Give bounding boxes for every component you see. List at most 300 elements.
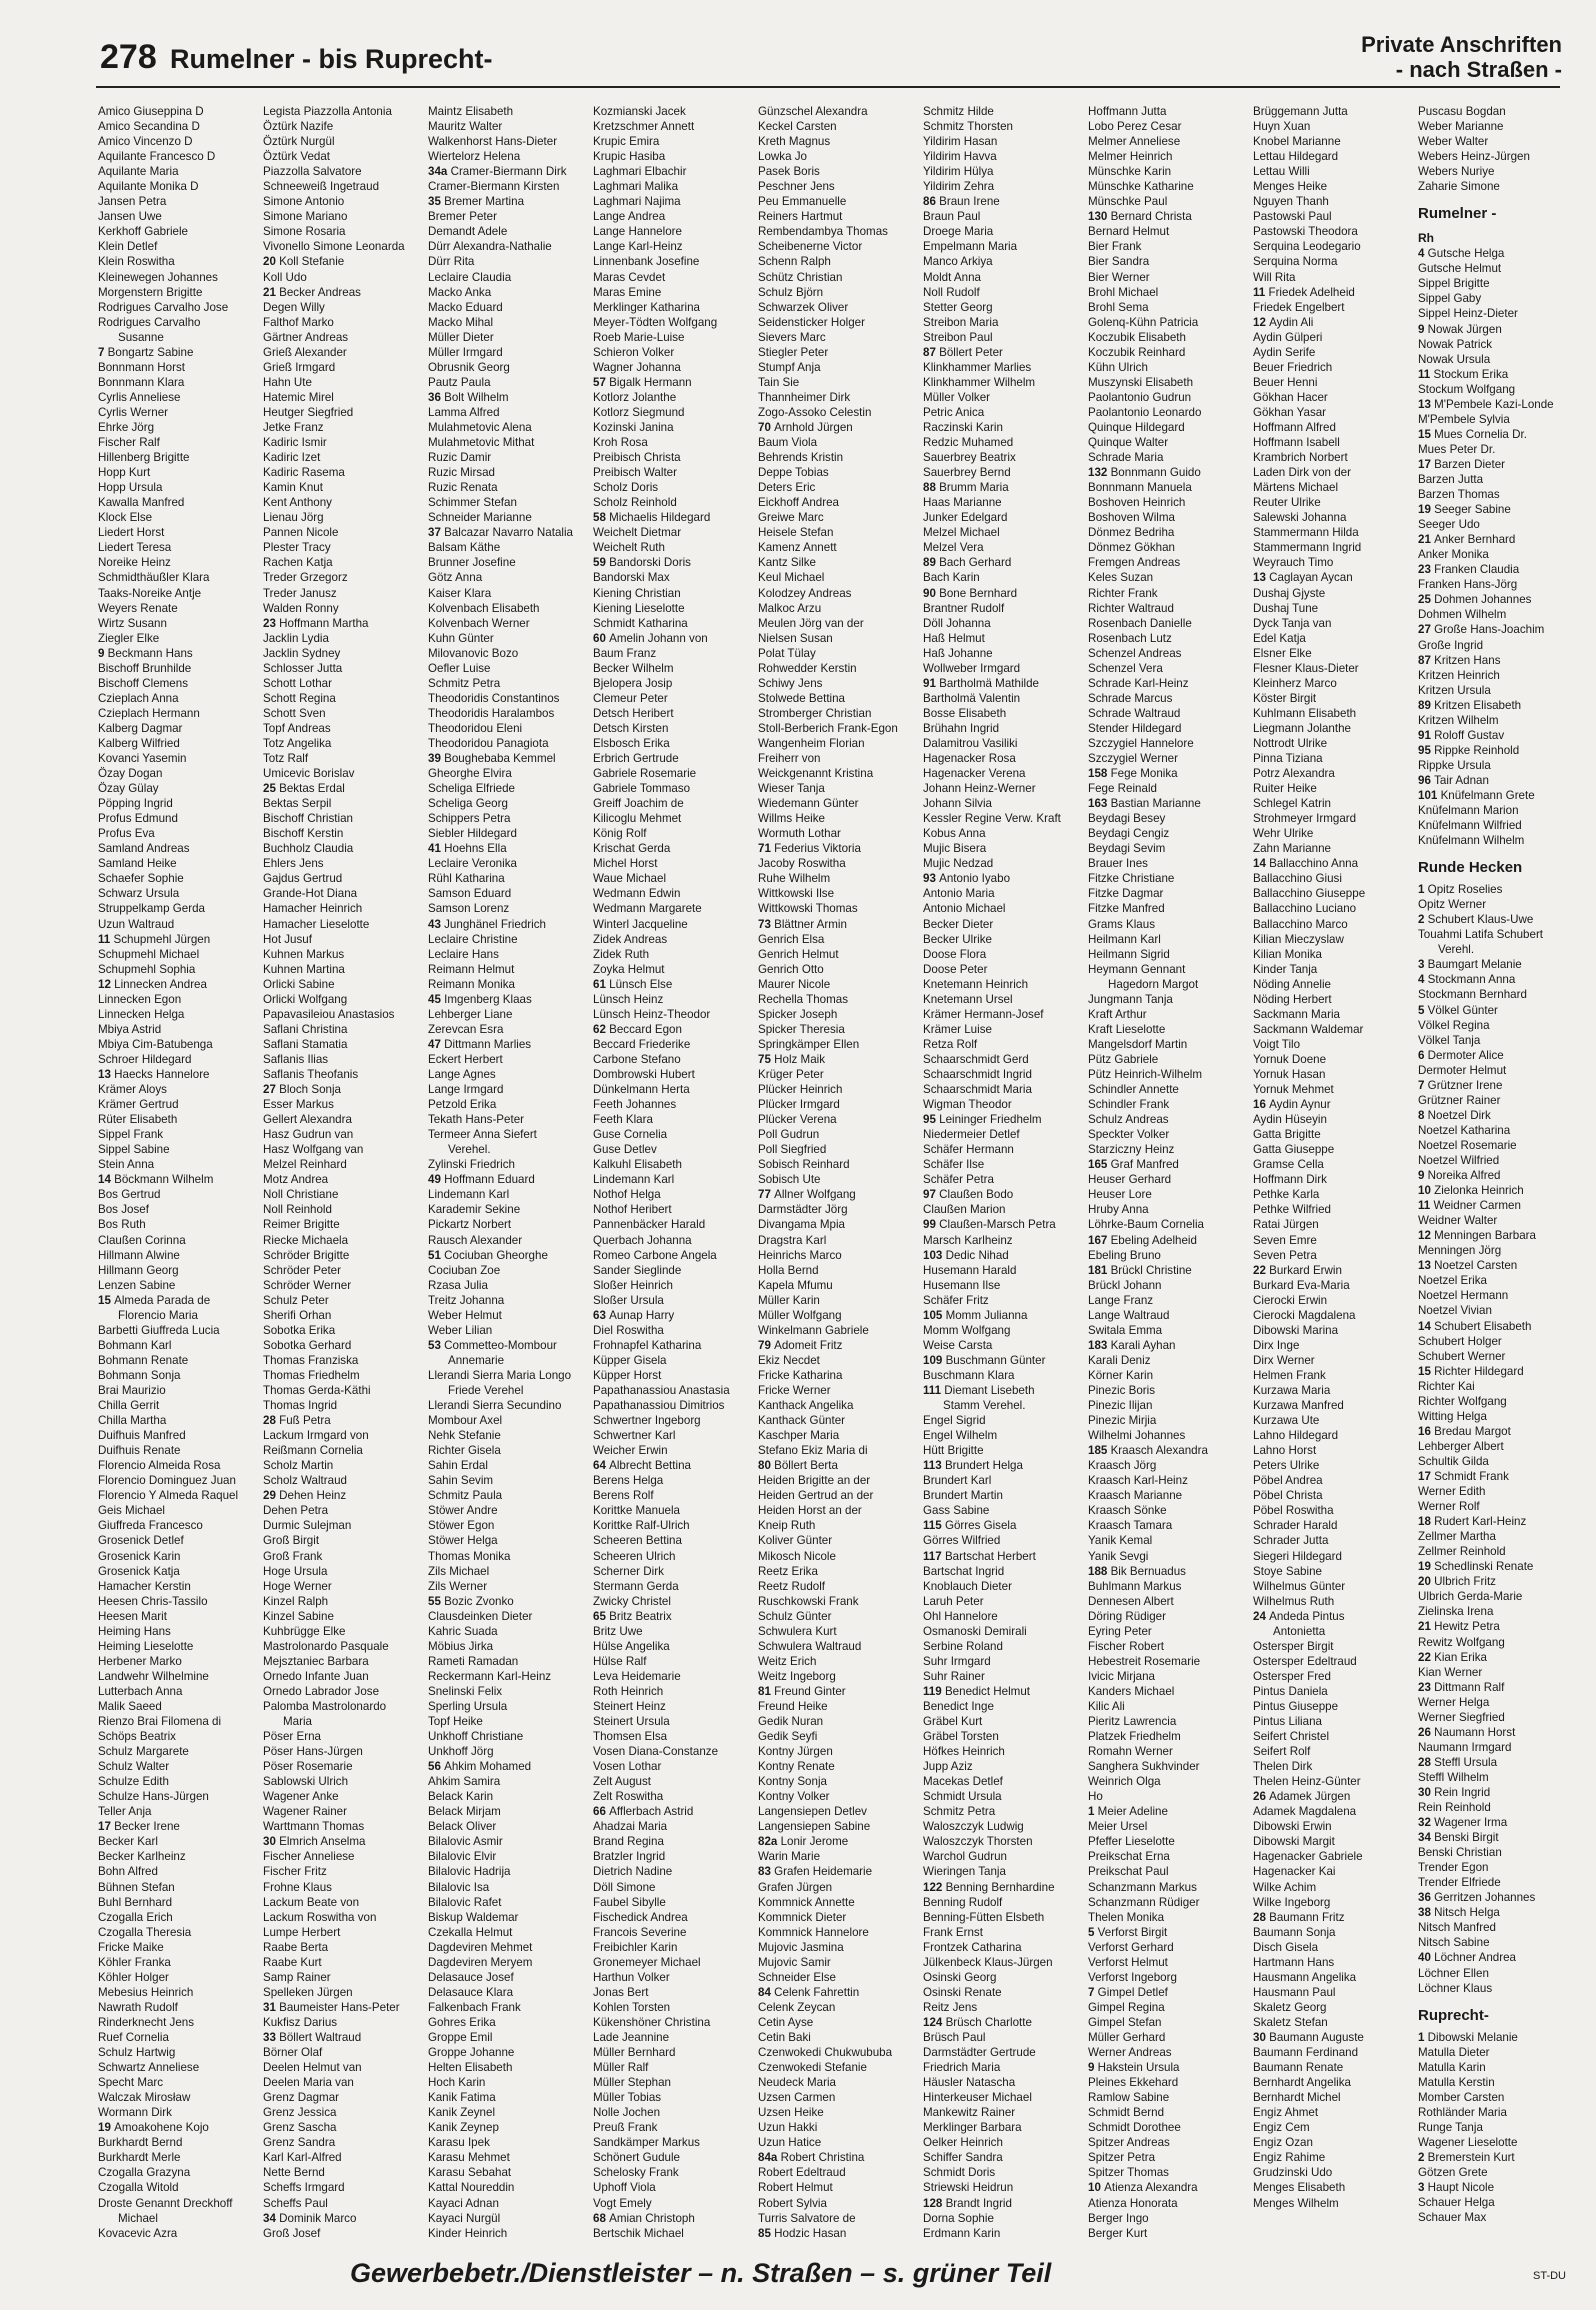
resident-entry: Schauer Helga <box>1418 2196 1495 2210</box>
resident-entry: Hasz Wolfgang van <box>263 1143 364 1157</box>
resident-entry: Schrade Maria <box>1088 451 1164 465</box>
resident-entry: Özay Dogan <box>98 767 163 781</box>
resident-entry: Lenzen Sabine <box>98 1278 176 1292</box>
resident-entry: Gräbel Torsten <box>923 1730 999 1744</box>
house-number: 11 <box>1418 1199 1434 1213</box>
resident-entry: Menges Heike <box>1253 180 1328 194</box>
resident-entry: 113 Brundert Helga <box>923 1459 1023 1473</box>
resident-entry: Stockum Wolfgang <box>1418 382 1516 396</box>
resident-entry: 20 Koll Stefanie <box>263 255 345 269</box>
resident-entry: Grosenick Katja <box>98 1564 180 1578</box>
resident-entry: Baumann Sonja <box>1253 1925 1336 1939</box>
resident-entry: Boshoven Wilma <box>1088 511 1175 525</box>
resident-entry: Lange Hannelore <box>593 225 682 239</box>
resident-entry: Querbach Johanna <box>593 1233 692 1247</box>
resident-entry: Rewitz Wolfgang <box>1418 1635 1505 1649</box>
house-number: 66 <box>593 1805 610 1819</box>
resident-entry: Kinzel Sabine <box>263 1609 334 1623</box>
resident-entry: Czogalla Theresia <box>98 1925 192 1939</box>
resident-entry: Mauritz Walter <box>428 120 503 134</box>
house-number: 77 <box>758 1188 775 1202</box>
resident-entry: Löchner Ellen <box>1418 1966 1489 1980</box>
resident-entry: Wittkowski Ilse <box>758 887 835 901</box>
resident-entry: Speckter Volker <box>1088 1128 1170 1142</box>
resident-entry: 37 Balcazar Navarro Natalia <box>428 526 573 540</box>
resident-entry: Zellmer Martha <box>1418 1530 1496 1544</box>
resident-entry: Bilalovic Elvir <box>428 1850 497 1864</box>
resident-entry: Schwarzek Oliver <box>758 300 849 314</box>
resident-entry: Keles Suzan <box>1088 571 1154 585</box>
resident-entry: Cierocki Magdalena <box>1253 1308 1356 1322</box>
resident-entry: Schütz Christian <box>758 270 843 284</box>
resident-entry: Thannheimer Dirk <box>758 390 851 404</box>
resident-entry: Nielsen Susan <box>758 631 833 645</box>
resident-entry: Kovanci Yasemin <box>98 752 187 766</box>
resident-entry: Lackum Irmgard von <box>263 1429 369 1443</box>
resident-entry: Heuser Lore <box>1088 1188 1152 1202</box>
resident-entry: Brüggemann Jutta <box>1253 105 1348 118</box>
resident-entry: 22 Burkard Erwin <box>1253 1263 1342 1277</box>
resident-entry: Gärtner Andreas <box>263 330 349 344</box>
resident-entry: Nottrodt Ulrike <box>1253 736 1328 750</box>
resident-entry: 13 M'Pembele Kazi-Londe <box>1418 397 1554 411</box>
resident-entry: Genrich Otto <box>758 962 824 976</box>
resident-entry: Celenk Zeycan <box>758 2000 836 2014</box>
resident-entry: Thelen Dirk <box>1253 1760 1313 1774</box>
resident-entry: Lindemann Karl <box>428 1188 510 1202</box>
resident-entry: Brohl Sema <box>1088 300 1149 314</box>
resident-entry: 13 Haecks Hannelore <box>98 1068 210 1081</box>
resident-entry: Macko Eduard <box>428 300 503 314</box>
resident-entry: Raczinski Karin <box>923 420 1003 434</box>
resident-entry: Vosen Lothar <box>593 1760 662 1774</box>
house-number: 89 <box>923 556 940 570</box>
resident-entry: 7 Bongartz Sabine <box>98 345 194 359</box>
resident-entry: 33 Böllert Waltraud <box>263 2031 362 2044</box>
resident-entry: 29 Dehen Heinz <box>263 1489 347 1503</box>
house-number: 16 <box>1418 1424 1435 1438</box>
resident-entry: Pannen Nicole <box>263 526 339 540</box>
resident-entry: 9 Nowak Jürgen <box>1418 322 1502 336</box>
resident-entry: Nowak Ursula <box>1418 352 1491 366</box>
resident-entry: Zelt Roswitha <box>593 1790 664 1804</box>
resident-entry: Yornuk Doene <box>1253 1052 1327 1066</box>
resident-entry: Neudeck Maria <box>758 2076 836 2090</box>
resident-entry: Darmstädter Jörg <box>758 1203 848 1217</box>
resident-entry: Bos Gertrud <box>98 1188 161 1202</box>
resident-entry: Dushaj Gjyste <box>1253 586 1326 600</box>
resident-entry: Rein Reinhold <box>1418 1801 1491 1815</box>
resident-entry: Höfkes Heinrich <box>923 1745 1005 1759</box>
resident-entry: Platzek Friedhelm <box>1088 1730 1181 1744</box>
resident-entry: Kayaci Nurgül <box>428 2211 501 2225</box>
resident-entry: Golenq-Kühn Patricia <box>1088 315 1199 329</box>
resident-entry: Sloßer Ursula <box>593 1293 664 1307</box>
resident-entry: Weinrich Olga <box>1088 1775 1161 1789</box>
resident-entry: Ahadzai Maria <box>593 1820 668 1834</box>
resident-entry: Guse Detlev <box>593 1143 657 1157</box>
resident-entry: Schmitz Thorsten <box>923 120 1013 134</box>
resident-entry: Mulahmetovic Mithat <box>428 436 535 450</box>
resident-entry: Yildirim Zehra <box>923 180 995 194</box>
resident-entry: Kükenshöner Christina <box>593 2015 711 2029</box>
resident-entry: Günzschel Alexandra <box>758 105 868 118</box>
resident-entry: Barbetti Giuffreda Lucia <box>98 1323 220 1337</box>
resident-entry: 79 Adomeit Fritz <box>758 1338 843 1352</box>
resident-entry: Kotlorz Siegmund <box>593 405 685 419</box>
resident-entry: Berger Kurt <box>1088 2226 1148 2240</box>
resident-entry: Stromberger Christian <box>758 706 872 720</box>
resident-entry: Müller Karin <box>758 1293 820 1307</box>
resident-entry: Pastowski Theodora <box>1253 225 1358 239</box>
resident-entry: Bohmann Karl <box>98 1338 172 1352</box>
resident-entry: Schmidt Ursula <box>923 1790 1002 1804</box>
resident-entry: 13 Caglayan Aycan <box>1253 571 1353 585</box>
resident-entry: Pfeffer Lieselotte <box>1088 1835 1175 1849</box>
resident-entry: 5 Verforst Birgit <box>1088 1925 1168 1939</box>
resident-entry: Dennesen Albert <box>1088 1594 1174 1608</box>
resident-entry: Noll Reinhold <box>263 1203 332 1217</box>
resident-entry: Matulla Kerstin <box>1418 2075 1495 2089</box>
resident-entry: Krüger Peter <box>758 1068 824 1081</box>
resident-entry: Sippel Gaby <box>1418 292 1482 306</box>
resident-entry: Antonio Maria <box>923 887 995 901</box>
resident-entry: Karasu Ipek <box>428 2136 490 2150</box>
resident-entry: Hoffmann Alfred <box>1253 420 1336 434</box>
resident-entry: Seven Petra <box>1253 1248 1317 1262</box>
resident-entry: Kattal Noureddin <box>428 2181 515 2195</box>
resident-entry: Robert Helmut <box>758 2181 833 2195</box>
resident-entry: 115 Görres Gisela <box>923 1519 1017 1533</box>
resident-entry: Kraft Lieselotte <box>1088 1022 1166 1036</box>
resident-entry: Romeo Carbone Angela <box>593 1248 717 1262</box>
resident-entry: Suhr Irmgard <box>923 1654 991 1668</box>
house-number: 58 <box>593 511 610 525</box>
resident-entry: 130 Bernard Christa <box>1088 210 1192 224</box>
resident-entry: Lünsch Heinz-Theodor <box>593 1007 711 1021</box>
listing-column-1 <box>98 104 260 2242</box>
resident-entry: Kanthack Angelika <box>758 1399 854 1413</box>
resident-entry: Wittkowski Thomas <box>758 902 858 916</box>
resident-entry: Müller Ralf <box>593 2061 649 2075</box>
resident-entry: 24 Andeda Pintus <box>1253 1609 1345 1623</box>
resident-entry: Malkoc Arzu <box>758 601 822 615</box>
resident-entry: 16 Bredau Margot <box>1418 1424 1511 1438</box>
resident-entry: Spitzer Petra <box>1088 2151 1156 2165</box>
resident-entry: 1 Dibowski Melanie <box>1418 2030 1518 2044</box>
resident-entry: Huyn Xuan <box>1253 120 1311 134</box>
resident-entry: Özay Gülay <box>98 782 159 796</box>
resident-entry: Roeb Marie-Luise <box>593 330 685 344</box>
resident-entry: Lange Waltraud <box>1088 1308 1170 1322</box>
resident-entry: Reetz Erika <box>758 1564 818 1578</box>
resident-entry: Weicher Erwin <box>593 1444 668 1458</box>
resident-entry: Pöser Hans-Jürgen <box>263 1745 363 1759</box>
resident-entry: Karasu Mehmet <box>428 2151 510 2165</box>
resident-entry: Heesen Chris-Tassilo <box>98 1594 208 1608</box>
resident-entry: Schneeweiß Ingetraud <box>263 180 380 194</box>
house-number: 11 <box>1253 285 1269 299</box>
resident-entry: Koczubik Reinhard <box>1088 345 1186 359</box>
resident-entry: Waue Michael <box>593 872 667 886</box>
resident-entry: Bremer Peter <box>428 210 497 224</box>
resident-entry <box>98 2241 260 2242</box>
resident-entry: Weber Walter <box>1418 135 1489 149</box>
resident-entry: Poll Siegfried <box>758 1143 827 1157</box>
resident-entry: Yanik Kemal <box>1088 1534 1153 1548</box>
resident-entry: Pöbel Andrea <box>1253 1474 1323 1488</box>
resident-entry: Grenz Sandra <box>263 2136 336 2150</box>
resident-entry: Beccard Friederike <box>593 1037 691 1051</box>
resident-entry: Baum Franz <box>593 646 657 660</box>
resident-entry: Kolvenbach Werner <box>428 616 530 630</box>
resident-entry: Kahric Suada <box>428 1624 498 1638</box>
house-number: 23 <box>1418 1680 1435 1694</box>
resident-entry: Florencio Almeida Rosa <box>98 1459 221 1473</box>
resident-entry: Burkhardt Merle <box>98 2151 181 2165</box>
resident-entry: Krischat Gerda <box>593 842 671 856</box>
resident-entry: Osinski Renate <box>923 1985 1002 1999</box>
resident-entry: Quinque Walter <box>1088 436 1169 450</box>
resident-entry: Kian Werner <box>1418 1665 1483 1679</box>
resident-entry: Seeger Udo <box>1418 518 1480 532</box>
resident-entry: Löchner Klaus <box>1418 1981 1493 1995</box>
resident-entry: Wedmann Margarete <box>593 902 702 916</box>
resident-entry: 39 Boughebaba Kemmel <box>428 752 556 766</box>
resident-entry: 25 Bektas Erdal <box>263 782 345 796</box>
house-number: 38 <box>1418 1906 1435 1920</box>
resident-entry: Sandkämper Markus <box>593 2136 700 2150</box>
resident-entry: Kilicoglu Mehmet <box>593 812 682 826</box>
resident-entry: 32 Wagener Irma <box>1418 1816 1508 1830</box>
resident-entry: Bischoff Brunhilde <box>98 661 192 675</box>
resident-entry: Amico Secandina D <box>98 120 200 134</box>
resident-entry: Hagedorn Margot <box>1108 977 1199 991</box>
resident-entry: Kritzen Heinrich <box>1418 668 1500 682</box>
resident-entry: Uzun Hakki <box>758 2121 818 2135</box>
house-number: 9 <box>1418 322 1428 336</box>
resident-entry: Motz Andrea <box>263 1173 329 1187</box>
resident-entry: Nöding Herbert <box>1253 992 1332 1006</box>
resident-entry: Ehlers Jens <box>263 857 324 871</box>
house-number: 63 <box>593 1308 610 1322</box>
resident-entry: Brückl Johann <box>1088 1278 1162 1292</box>
resident-entry: Dürr Alexandra-Nathalie <box>428 240 552 254</box>
house-number: 84 <box>758 1985 775 1999</box>
resident-entry: Umicevic Borislav <box>263 767 355 781</box>
resident-entry: Grande-Hot Diana <box>263 887 358 901</box>
resident-entry: Fitzke Manfred <box>1088 902 1165 916</box>
resident-entry: Keckel Carsten <box>758 120 837 134</box>
resident-entry: 62 Beccard Egon <box>593 1022 682 1036</box>
resident-entry: Reetz Rudolf <box>758 1579 826 1593</box>
house-number: 90 <box>923 586 940 600</box>
resident-entry: Weber Marianne <box>1418 120 1504 134</box>
resident-entry: Skaletz Stefan <box>1253 2015 1328 2029</box>
resident-entry: Bertschik Michael <box>593 2226 684 2240</box>
resident-entry: Melzel Vera <box>923 541 984 555</box>
resident-entry: 27 Große Hans-Joachim <box>1418 623 1545 637</box>
resident-entry: Hopp Kurt <box>98 466 151 480</box>
resident-entry: Wigman Theodor <box>923 1098 1012 1112</box>
resident-entry: Heiden Gertrud an der <box>758 1489 874 1503</box>
resident-entry: 165 Graf Manfred <box>1088 1158 1179 1172</box>
resident-entry: Schmitz Petra <box>923 1805 996 1819</box>
house-number: 119 <box>923 1684 945 1698</box>
resident-entry: Nowak Patrick <box>1418 337 1493 351</box>
resident-entry: Scheffs Paul <box>263 2196 328 2210</box>
resident-entry: Saflanis Theofanis <box>263 1068 359 1081</box>
resident-entry: Esser Markus <box>263 1098 334 1112</box>
house-number: 36 <box>1418 1891 1435 1905</box>
resident-entry: Maras Emine <box>593 285 662 299</box>
resident-entry: Koliver Günter <box>758 1534 833 1548</box>
resident-entry: Dietrich Nadine <box>593 1865 673 1879</box>
resident-entry: Kretzschmer Annett <box>593 120 695 134</box>
resident-entry: Köhler Franka <box>98 1955 171 1969</box>
resident-entry: Stöwer Egon <box>428 1519 495 1533</box>
resident-entry: Mues Peter Dr. <box>1418 442 1496 456</box>
house-number: 22 <box>1253 1263 1270 1277</box>
resident-entry: Schulz Andreas <box>1088 1113 1169 1127</box>
resident-entry: Baumann Renate <box>1253 2061 1344 2075</box>
resident-entry: Thomas Gerda-Käthi <box>263 1383 371 1397</box>
resident-entry: Jansen Petra <box>98 195 167 209</box>
resident-entry: Zoyka Helmut <box>593 962 665 976</box>
resident-entry: Pöpping Ingrid <box>98 797 173 811</box>
resident-entry: Amico Vincenzo D <box>98 135 193 149</box>
resident-entry: Czenwokedi Stefanie <box>758 2061 867 2075</box>
resident-entry: Kurzawa Manfred <box>1253 1399 1344 1413</box>
resident-entry: Gimpel Regina <box>1088 2000 1165 2014</box>
resident-entry: Vivonello Simone Leonarda <box>263 240 405 254</box>
resident-entry: Rohwedder Kerstin <box>758 661 857 675</box>
house-number: 165 <box>1088 1158 1111 1172</box>
resident-entry: Kanthack Günter <box>758 1414 846 1428</box>
resident-entry: Noetzel Hermann <box>1418 1289 1509 1303</box>
resident-entry: M'Pembele Sylvia <box>1418 412 1510 426</box>
resident-entry: Polat Tülay <box>758 646 816 660</box>
resident-entry: Gedik Seyfi <box>758 1730 818 1744</box>
house-number: 61 <box>593 977 610 991</box>
house-number: 111 <box>923 1383 945 1397</box>
resident-entry: Topf Heike <box>428 1715 483 1729</box>
street-range-title: Rumelner - bis Ruprecht- <box>170 44 493 74</box>
resident-entry: Ballacchino Giuseppe <box>1253 887 1366 901</box>
resident-entry: Ostersper Birgit <box>1253 1639 1334 1653</box>
resident-entry: Schwertner Karl <box>593 1429 676 1443</box>
house-number: 2 <box>1418 2151 1428 2164</box>
resident-entry: Theodoridou Eleni <box>428 721 523 735</box>
resident-entry: Roth Heinrich <box>593 1684 664 1698</box>
resident-entry: Kerkhoff Gabriele <box>98 225 189 239</box>
resident-entry: Atienza Honorata <box>1088 2196 1178 2210</box>
resident-entry: Trender Elfriede <box>1418 1876 1501 1890</box>
resident-entry: Werner Siegfried <box>1418 1710 1505 1724</box>
resident-entry: Noetzel Katharina <box>1418 1123 1511 1137</box>
resident-entry: Aquilante Maria <box>98 165 179 179</box>
resident-entry: Kolvenbach Elisabeth <box>428 601 540 615</box>
resident-entry: Frohne Klaus <box>263 1880 332 1894</box>
resident-entry: Gellert Alexandra <box>263 1113 352 1127</box>
resident-entry: Haß Helmut <box>923 631 985 645</box>
resident-entry: Heesen Marit <box>98 1609 167 1623</box>
resident-entry: Friedek Engelbert <box>1253 300 1345 314</box>
resident-entry: Steinert Heinz <box>593 1699 666 1713</box>
resident-entry: Spelleken Jürgen <box>263 1985 353 1999</box>
resident-entry: Weise Carsta <box>923 1338 993 1352</box>
resident-entry: Warttmann Thomas <box>263 1820 365 1834</box>
resident-entry: Franken Hans-Jörg <box>1418 578 1518 592</box>
resident-entry: 60 Amelin Johann von <box>593 631 708 645</box>
house-number: 4 <box>1418 973 1428 987</box>
resident-entry: 2 Schubert Klaus-Uwe <box>1418 913 1534 927</box>
resident-entry: Kurzawa Maria <box>1253 1383 1331 1397</box>
resident-entry: Freibichler Karin <box>593 1940 678 1954</box>
resident-entry: Treitz Johanna <box>428 1293 505 1307</box>
resident-entry: Elsner Elke <box>1253 646 1312 660</box>
house-number: 117 <box>923 1549 945 1563</box>
resident-entry: Nehk Stefanie <box>428 1429 501 1443</box>
house-number: 39 <box>428 752 445 766</box>
house-number: 19 <box>98 2121 115 2135</box>
house-number: 113 <box>923 1459 945 1473</box>
resident-entry: Profus Edmund <box>98 812 178 826</box>
resident-entry: Ornedo Infante Juan <box>263 1669 369 1683</box>
house-number: 34a <box>428 165 451 179</box>
resident-entry: Scholz Waltraud <box>263 1474 347 1488</box>
resident-entry: Divangama Mpia <box>758 1218 845 1232</box>
resident-entry: Pastowski Paul <box>1253 210 1332 224</box>
house-number: 28 <box>263 1414 280 1428</box>
resident-entry: Bos Ruth <box>98 1218 146 1232</box>
resident-entry: Haas Marianne <box>923 496 1002 510</box>
resident-entry: Lobo Perez Cesar <box>1088 120 1182 134</box>
resident-entry: Yornuk Mehmet <box>1253 1083 1334 1097</box>
resident-entry: Becker Dieter <box>923 917 994 931</box>
resident-entry: Rosenbach Danielle <box>1088 616 1192 630</box>
resident-entry: Weitz Ingeborg <box>758 1669 836 1683</box>
resident-entry: Friede Verehel <box>448 1383 524 1397</box>
resident-entry: Piazzolla Salvatore <box>263 165 362 179</box>
resident-entry: Klein Detlef <box>98 240 158 254</box>
resident-entry: Leclaire Claudia <box>428 270 512 284</box>
house-number: 13 <box>98 1068 115 1081</box>
resident-entry: Darmstädter Gertrude <box>923 2046 1036 2060</box>
resident-entry: Schröder Peter <box>263 1263 341 1277</box>
resident-entry: Mujovic Samir <box>758 1955 831 1969</box>
resident-entry: Hamacher Kerstin <box>98 1579 191 1593</box>
resident-entry: Pinezic Mirjia <box>1088 1414 1157 1428</box>
resident-entry: Feeth Klara <box>593 1113 653 1127</box>
resident-entry: Webers Heinz-Jürgen <box>1418 150 1530 164</box>
house-number: 1 <box>1418 883 1428 897</box>
resident-entry: Springkämper Ellen <box>758 1037 860 1051</box>
resident-entry: 63 Aunap Harry <box>593 1308 675 1322</box>
resident-entry: Döll Simone <box>593 1880 656 1894</box>
resident-entry: Nitsch Manfred <box>1418 1921 1496 1935</box>
resident-entry: Mikosch Nicole <box>758 1549 836 1563</box>
resident-entry: Mebesius Heinrich <box>98 1985 194 1999</box>
resident-entry: Balsam Käthe <box>428 541 501 555</box>
resident-entry: Llerandi Sierra Maria Longo <box>428 1368 572 1382</box>
resident-entry: Weidner Walter <box>1418 1214 1498 1228</box>
resident-entry: Detsch Heribert <box>593 706 674 720</box>
resident-entry: Dushaj Tune <box>1253 601 1319 615</box>
resident-entry: Mujic Bisera <box>923 842 987 856</box>
resident-entry: Kantz Silke <box>758 556 816 570</box>
resident-entry: Papathanassiou Dimitrios <box>593 1399 725 1413</box>
